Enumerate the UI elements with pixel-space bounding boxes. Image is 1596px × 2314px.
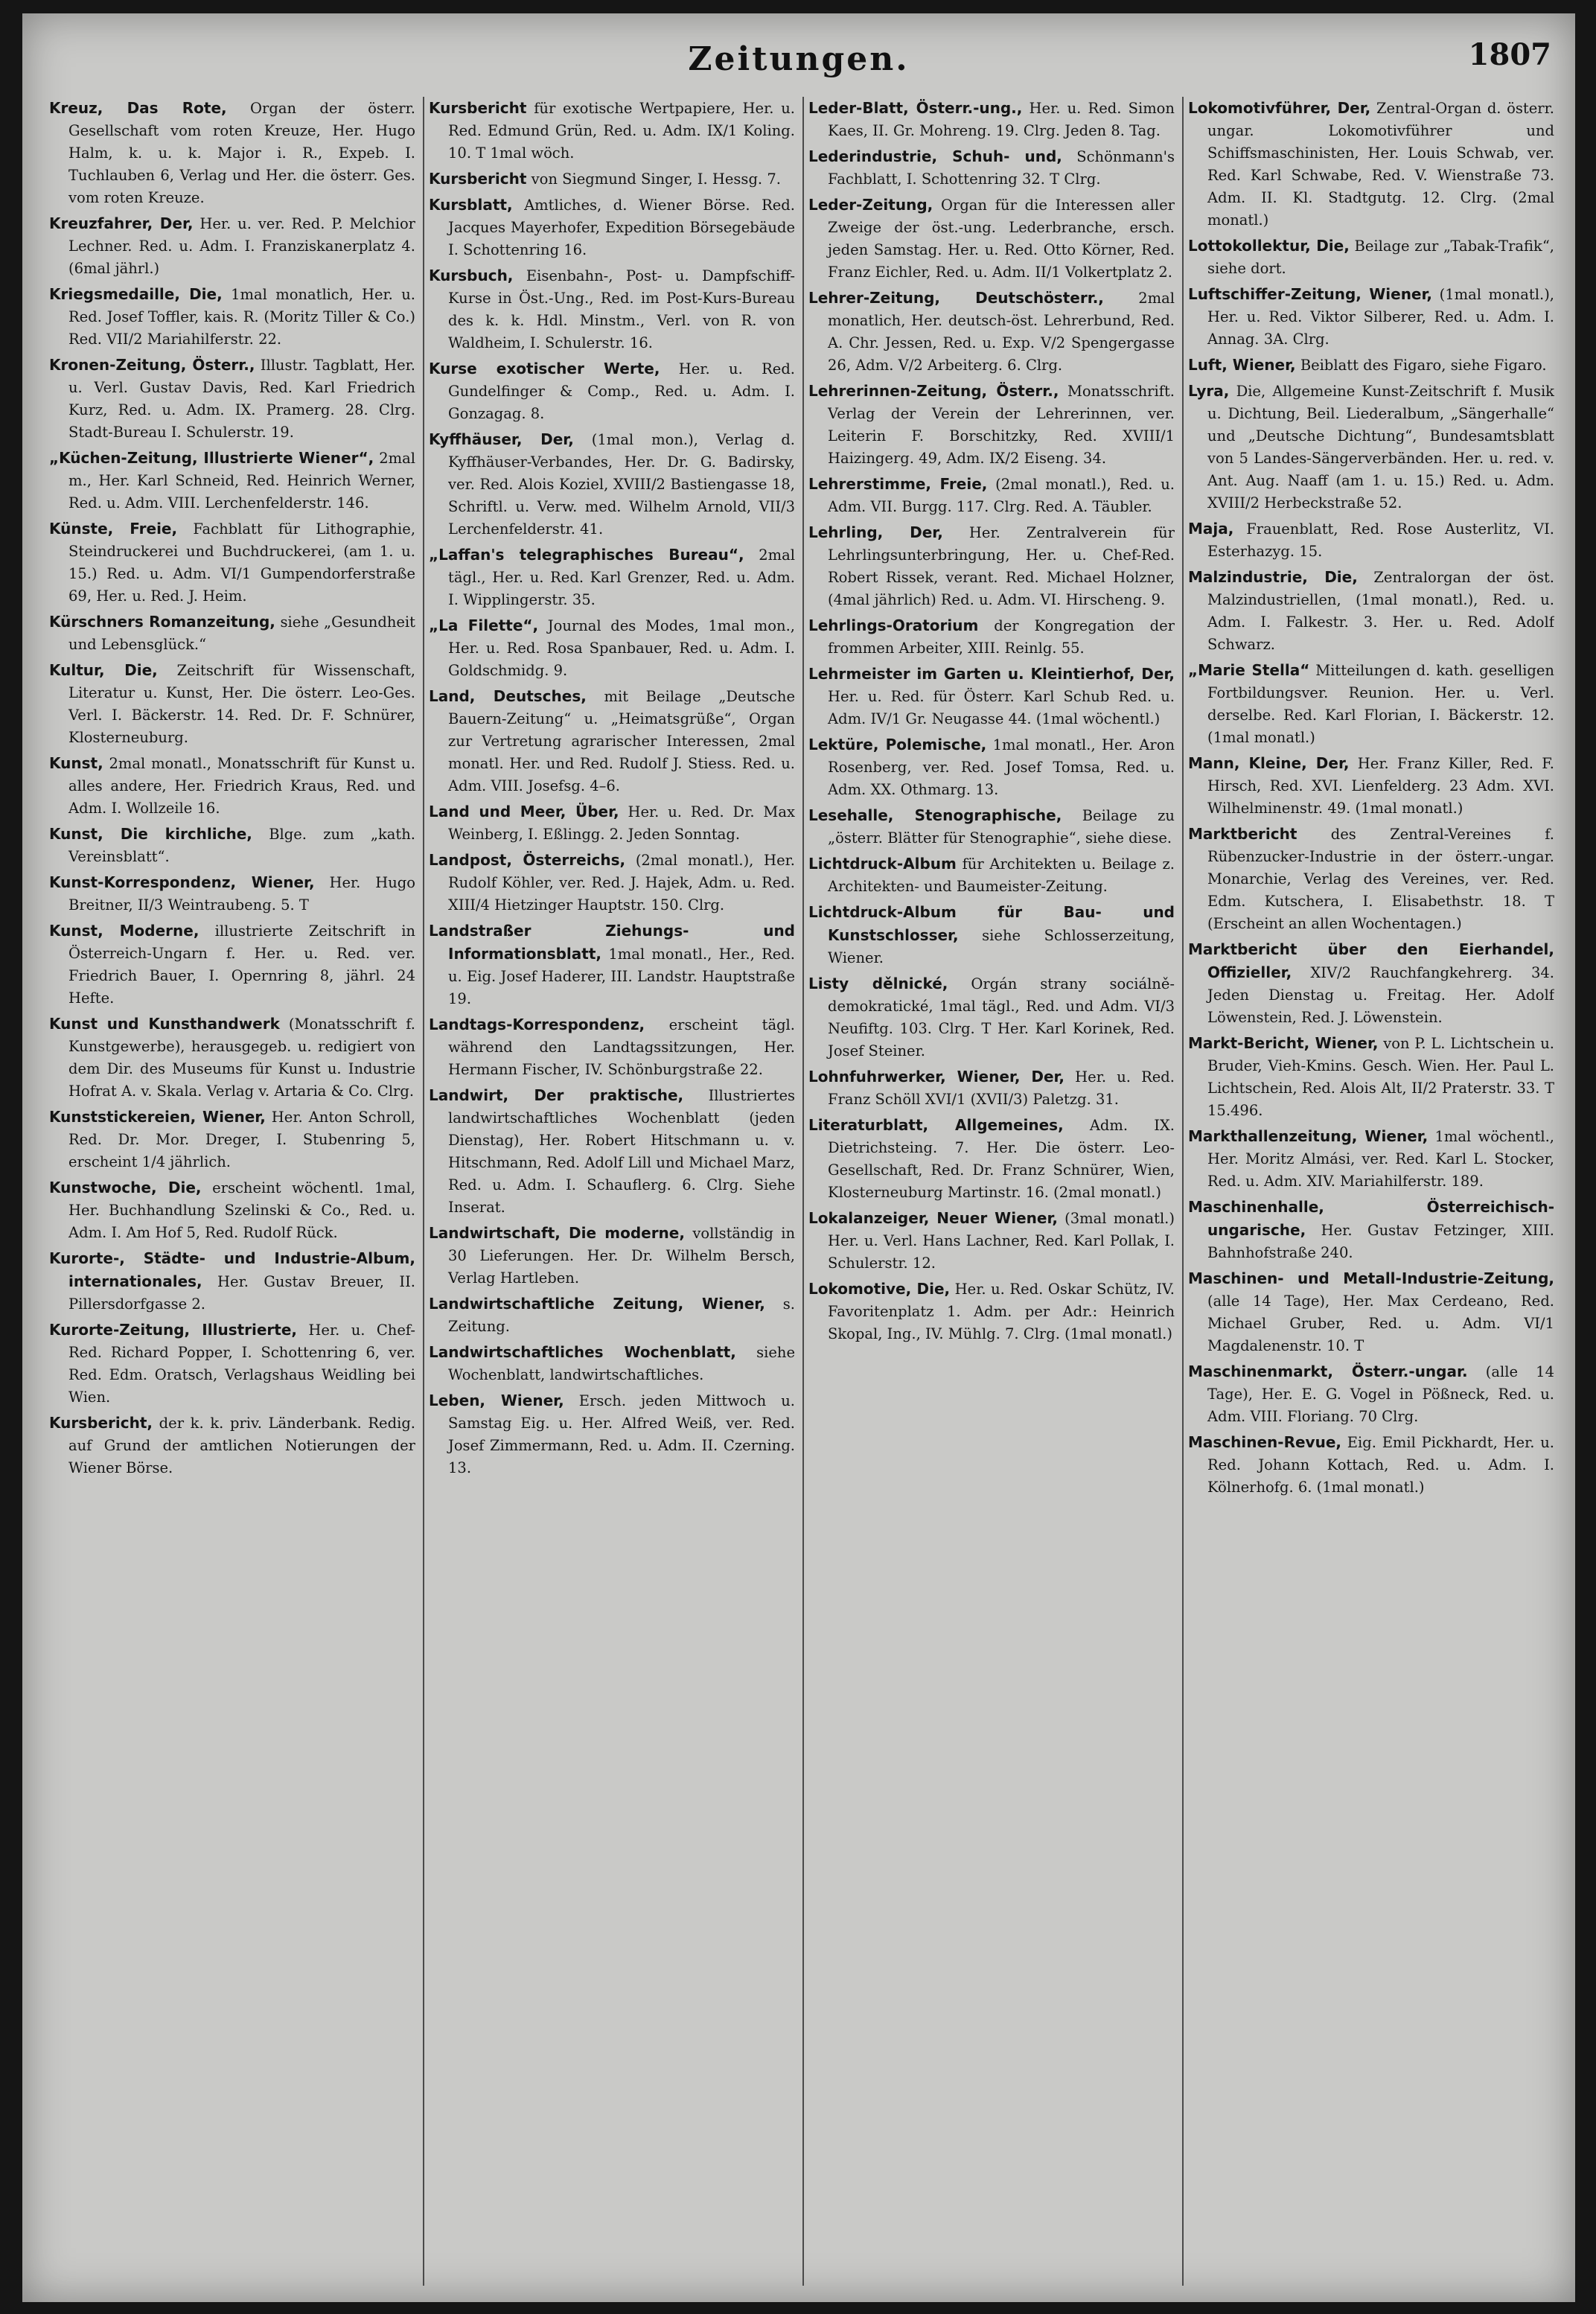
- entry-title: Kunst, Die kirchliche,: [49, 825, 252, 843]
- entry-title: Landwirt, Der praktische,: [429, 1086, 684, 1104]
- column-4: [1188, 97, 1554, 2289]
- entry-details: XIV/2 Rauchfangkehrerg. 34. Jeden Dienstag u. Freitag. Her. Adolf Löwenstein, Red. J. Löwenstein.: [1207, 964, 1554, 1026]
- entry-title: Land, Deutsches,: [429, 687, 587, 705]
- page-number: 1807: [1468, 37, 1551, 72]
- directory-entry: [429, 1084, 795, 1219]
- directory-entry: [49, 1319, 415, 1409]
- entry-details: 1mal monatl., Her. Aron Rosenberg, ver. Red. Josef Tomsa, Red. u. Adm. XX. Othmarg. 13.: [828, 736, 1175, 798]
- directory-entry: [1188, 823, 1554, 935]
- entry-title: Malzindustrie, Die,: [1188, 568, 1358, 586]
- entry-title: Kunst und Kunsthandwerk: [49, 1015, 280, 1033]
- entry-details: Adm. IX. Dietrichsteing. 7. Her. Die österr. Leo-Gesellschaft, Red. Dr. Franz Schnürer, Wien, Klosterneuburg Martinstr. 16. (2mal monatl.): [828, 1117, 1175, 1201]
- directory-entry: [1188, 566, 1554, 656]
- entry-title: Kursbericht: [429, 170, 527, 188]
- entry-title: Landtags-Korrespondenz,: [429, 1016, 645, 1033]
- directory-entry: [1188, 97, 1554, 232]
- directory-entry: [1188, 1267, 1554, 1357]
- entry-title: Landwirtschaft, Die moderne,: [429, 1224, 685, 1242]
- entry-details: Her. u. Red. Dr. Max Weinberg, I. Eßlingg. 2. Jeden Sonntag.: [448, 803, 795, 843]
- entry-title: Lesehalle, Stenographische,: [808, 806, 1062, 824]
- entry-details: siehe Schlosserzeitung, Wiener.: [828, 927, 1175, 966]
- directory-entry: [49, 1176, 415, 1244]
- directory-entry: [808, 1207, 1175, 1275]
- column-divider: [802, 97, 804, 2286]
- entry-details: siehe „Gesundheit und Lebensglück.“: [68, 613, 415, 653]
- entry-details: Her. Zentralverein für Lehrlingsunterbringung, Her. u. Chef-Red. Robert Rissek, verant. Red. Michael Holzner, (4mal jährlich) Red. u. Adm. VI. Hirscheng. 9.: [828, 524, 1175, 608]
- entry-details: (Monatsschrift f. Kunstgewerbe), herausgegeb. u. redigiert von dem Dir. des Museums für Kunst u. Industrie Hofrat A. v. Skala. Verlag v. Artaria & Co. Clrg.: [68, 1016, 415, 1100]
- directory-entry: [1188, 938, 1554, 1029]
- entry-title: Kürschners Romanzeitung,: [49, 613, 275, 631]
- directory-entry: [429, 1222, 795, 1290]
- directory-entry: [429, 685, 795, 797]
- directory-entry: [808, 901, 1175, 969]
- entry-details: Her. Anton Schroll, Red. Dr. Mor. Dreger, I. Stubenring 5, erscheint 1/4 jährlich.: [68, 1109, 415, 1170]
- directory-entry: [1188, 1125, 1554, 1193]
- entry-details: (3mal monatl.) Her. u. Verl. Hans Lachner, Red. Karl Pollak, I. Schulerstr. 12.: [828, 1210, 1175, 1272]
- entry-title: Lichtdruck-Album: [808, 855, 957, 873]
- entry-details: (2mal monatl.), Red. u. Adm. VII. Burgg. 117. Clrg. Red. A. Täubler.: [828, 476, 1175, 515]
- directory-entry: [429, 1013, 795, 1081]
- directory-entry: [429, 544, 795, 611]
- directory-entry: [49, 1106, 415, 1173]
- entry-details: Monatsschrift. Verlag der Verein der Lehrerinnen, ver. Leiterin F. Borschitzky, Red. XVIII/1 Haizingerg. 49, Adm. IX/2 Eiseng. 34.: [828, 383, 1175, 467]
- entry-details: Zentral-Organ d. österr. ungar. Lokomotivführer und Schiffsmaschinisten, Her. Louis Schwab, ver. Red. Karl Schwabe, Red. V. Wienstraße 73. Adm. II. Kl. Stadtgutg. 12. Clrg. (2mal monatl.): [1207, 100, 1554, 229]
- entry-details: 2mal m., Her. Karl Schneid, Red. Heinrich Werner, Red. u. Adm. VIII. Lerchenfelderstr. 146.: [68, 450, 415, 511]
- entry-title: Maja,: [1188, 520, 1234, 538]
- entry-details: für exotische Wertpapiere, Her. u. Red. Edmund Grün, Red. u. Adm. IX/1 Koling. 10. T 1mal wöch.: [448, 100, 795, 162]
- entry-details: 1mal monatlich, Her. u. Red. Josef Toffler, kais. R. (Moritz Tiller & Co.) Red. VII/2 Mariahilferstr. 22.: [68, 286, 415, 348]
- directory-entry: [1188, 1032, 1554, 1122]
- entry-details: Eisenbahn-, Post- u. Dampfschiff-Kurse in Öst.-Ung., Red. im Post-Kurs-Bureau des k. k. Hdl. Minstm., Verl. von R. von Waldheim, I. Schulerstr. 16.: [448, 267, 795, 351]
- directory-entry: [49, 919, 415, 1010]
- entry-title: Kunststickereien, Wiener,: [49, 1108, 266, 1126]
- directory-page: [22, 13, 1575, 2302]
- entry-details: (alle 14 Tage), Her. E. G. Vogel in Pößneck, Red. u. Adm. VIII. Floriang. 70 Clrg.: [1207, 1363, 1554, 1425]
- entry-details: erscheint wöchentl. 1mal, Her. Buchhandlung Szelinski & Co., Red. u. Adm. I. Am Hof 5, Red. Rudolf Rück.: [68, 1179, 415, 1241]
- directory-entry: [429, 919, 795, 1010]
- entry-details: Her. u. Red. Gundelfinger & Comp., Red. u. Adm. I. Gonzagag. 8.: [448, 360, 795, 422]
- directory-entry: [49, 1412, 415, 1479]
- entry-details: Beiblatt des Figaro, siehe Figaro.: [1300, 357, 1547, 374]
- directory-entry: [429, 1389, 795, 1479]
- entry-details: Her. Gustav Fetzinger, XIII. Bahnhofstraße 240.: [1207, 1222, 1554, 1261]
- entry-details: Illustriertes landwirtschaftliches Wochenblatt (jeden Dienstag), Her. Robert Hitschmann u. v. Hitschmann, Red. Adolf Lill und Michael Marz, Red. u. Adm. I. Schauflerg. 6. Clrg. Siehe Inserat.: [448, 1087, 795, 1216]
- entry-details: von P. L. Lichtschein u. Bruder, Vieh-Kmins. Gesch. Wien. Her. Paul L. Lichtschein, Red. Alois Alt, II/2 Praterstr. 33. T 15.496.: [1207, 1035, 1554, 1119]
- entry-title: Kriegsmedaille, Die,: [49, 285, 223, 303]
- entry-title: Kunst,: [49, 754, 103, 772]
- entry-title: „Laffan's telegraphisches Bureau“,: [429, 546, 744, 564]
- entry-details: Zentralorgan der öst. Malzindustriellen, (1mal monatl.), Red. u. Adm. I. Falkestr. 3. Her. u. Red. Adolf Schwarz.: [1207, 569, 1554, 653]
- entry-details: Frauenblatt, Red. Rose Austerlitz, VI. Esterhazyg. 15.: [1207, 520, 1554, 560]
- entry-title: Lokomotive, Die,: [808, 1280, 951, 1298]
- entry-title: Mann, Kleine, Der,: [1188, 754, 1350, 772]
- entry-title: Land und Meer, Über,: [429, 803, 619, 820]
- entry-title: „La Filette“,: [429, 616, 539, 634]
- entry-title: Lehrer-Zeitung, Deutschösterr.,: [808, 289, 1104, 307]
- directory-entry: [49, 283, 415, 351]
- entry-details: (2mal monatl.), Her. Rudolf Köhler, ver. Red. J. Hajek, Adm. u. Red. XIII/4 Hietzinger Hauptstr. 150. Clrg.: [448, 852, 795, 914]
- page-header: [22, 13, 1575, 95]
- directory-entry: [808, 733, 1175, 801]
- entry-details: Amtliches, d. Wiener Börse. Red. Jacques Mayerhofer, Expedition Börsegebäude I. Schottenring 16.: [448, 197, 795, 258]
- entry-details: Organ für die Interessen aller Zweige der öst.-ung. Lederbranche, ersch. jeden Samstag. Her. u. Red. Otto Körner, Red. Franz Eichler, Red. u. Adm. II/1 Volkertplatz 2.: [828, 197, 1175, 281]
- directory-entry: [49, 1013, 415, 1103]
- entry-title: Kunst, Moderne,: [49, 922, 200, 940]
- entry-title: Lehrling, Der,: [808, 523, 943, 541]
- directory-entry: [1188, 380, 1554, 514]
- entry-details: Ersch. jeden Mittwoch u. Samstag Eig. u. Her. Alfred Weiß, ver. Red. Josef Zimmermann, Red. u. Adm. II. Czerning. 13.: [448, 1392, 795, 1476]
- directory-entry: [1188, 354, 1554, 377]
- entry-details: illustrierte Zeitschrift in Österreich-Ungarn f. Her. u. Red. ver. Friedrich Bauer, I. Opernring 8, jährl. 24 Hefte.: [68, 922, 415, 1007]
- entry-details: Her. Gustav Breuer, II. Pillersdorfgasse 2.: [68, 1273, 415, 1313]
- entry-title: Kronen-Zeitung, Österr.,: [49, 356, 255, 374]
- entry-title: Landwirtschaftliche Zeitung, Wiener,: [429, 1295, 765, 1313]
- directory-entry: [808, 380, 1175, 470]
- column-divider: [423, 97, 424, 2286]
- entry-title: Landwirtschaftliches Wochenblatt,: [429, 1343, 736, 1361]
- entry-title: Kyffhäuser, Der,: [429, 430, 574, 448]
- entry-details: Beilage zur „Tabak-Trafik“, siehe dort.: [1207, 238, 1554, 277]
- entry-title: Lehrerstimme, Freie,: [808, 475, 988, 493]
- directory-entry: [808, 804, 1175, 850]
- entry-title: Kunst-Korrespondenz, Wiener,: [49, 873, 315, 891]
- entry-title: Lehrerinnen-Zeitung, Österr.,: [808, 382, 1059, 400]
- directory-entry: [1188, 659, 1554, 749]
- entry-details: 2mal monatl., Monatsschrift für Kunst u. alles andere, Her. Friedrich Kraus, Red. und Adm. I. Wollzeile 16.: [68, 755, 415, 817]
- entry-title: Lehrlings-Oratorium: [808, 616, 979, 634]
- entry-title: Kursblatt,: [429, 196, 513, 214]
- directory-entry: [49, 752, 415, 820]
- entry-details: 1mal wöchentl., Her. Moritz Almási, ver. Red. Karl L. Stocker, Red. u. Adm. XIV. Mariahilferstr. 189.: [1207, 1128, 1554, 1190]
- directory-entry: [429, 1293, 795, 1338]
- entry-details: Orgán strany sociálně-demokratické, 1mal tägl., Red. und Adm. VI/3 Neufiftg. 103. Clrg. T Her. Karl Korinek, Red. Josef Steiner.: [828, 975, 1175, 1059]
- entry-details: für Architekten u. Beilage z. Architekten- und Baumeister-Zeitung.: [828, 855, 1175, 895]
- directory-entry: [429, 1341, 795, 1386]
- directory-entry: [429, 194, 795, 261]
- entry-title: Lohnfuhrwerker, Wiener, Der,: [808, 1068, 1065, 1086]
- entry-details: Organ der österr. Gesellschaft vom roten Kreuze, Her. Hugo Halm, k. u. k. Major i. R., Expeb. I. Tuchlauben 6, Verlag und Her. die österr. Ges. vom roten Kreuze.: [68, 100, 415, 206]
- entry-details: (alle 14 Tage), Her. Max Cerdeano, Red. Michael Gruber, Red. u. Adm. VI/1 Magdalenenstr. 10. T: [1207, 1293, 1554, 1354]
- entry-title: Lehrmeister im Garten u. Kleintierhof, Der,: [808, 665, 1175, 683]
- entry-title: Maschinenhalle, Österreichisch-ungarische,: [1188, 1198, 1554, 1239]
- entry-details: Her. u. Red. Simon Kaes, II. Gr. Mohreng. 19. Clrg. Jeden 8. Tag.: [828, 100, 1175, 139]
- entry-details: vollständig in 30 Lieferungen. Her. Dr. Wilhelm Bersch, Verlag Hartleben.: [448, 1225, 795, 1287]
- directory-entry: [429, 800, 795, 846]
- directory-entry: [49, 871, 415, 917]
- directory-entry: [808, 97, 1175, 142]
- directory-entry: [429, 849, 795, 917]
- column-divider: [1182, 97, 1184, 2286]
- entry-details: mit Beilage „Deutsche Bauern-Zeitung“ u. „Heimatsgrüße“, Organ zur Vertretung agrarischer Interessen, 2mal monatl. Her. und Red. Rudolf J. Stiess. Red. u. Adm. VIII. Josefsg. 4–6.: [448, 688, 795, 794]
- entry-title: Leben, Wiener,: [429, 1392, 564, 1409]
- entry-title: Kreuzfahrer, Der,: [49, 214, 194, 232]
- entry-details: Her. u. Red. Franz Schöll XVI/1 (XVII/3) Paletzg. 31.: [828, 1068, 1175, 1108]
- column-1: [49, 97, 415, 2289]
- entry-title: Lottokollektur, Die,: [1188, 237, 1350, 255]
- directory-entry: [49, 354, 415, 444]
- directory-entry: [808, 852, 1175, 898]
- entry-details: Fachblatt für Lithographie, Steindruckerei und Buchdruckerei, (am 1. u. 15.) Red. u. Adm. VI/1 Gumpendorferstraße 69, Her. u. Red. J. Heim.: [68, 520, 415, 605]
- entry-title: Luftschiffer-Zeitung, Wiener,: [1188, 285, 1433, 303]
- directory-entry: [1188, 1360, 1554, 1428]
- entry-title: Kurse exotischer Werte,: [429, 360, 660, 377]
- entry-title: Lokomotivführer, Der,: [1188, 99, 1371, 117]
- entry-details: Her. u. Chef-Red. Richard Popper, I. Schottenring 6, ver. Red. Edm. Oratsch, Verlagshaus Weidling bei Wien.: [68, 1322, 415, 1406]
- directory-entry: [429, 168, 795, 191]
- entry-title: Maschinen- und Metall-Industrie-Zeitung,: [1188, 1269, 1554, 1287]
- directory-entry: [49, 659, 415, 749]
- entry-title: Marktbericht: [1188, 825, 1297, 843]
- entry-title: „Küchen-Zeitung, Illustrierte Wiener“,: [49, 449, 374, 467]
- entry-title: Maschinen-Revue,: [1188, 1433, 1341, 1451]
- entry-title: Lederindustrie, Schuh- und,: [808, 147, 1062, 165]
- entry-title: Kursbericht: [429, 99, 527, 117]
- directory-entry: [808, 287, 1175, 377]
- directory-entry: [49, 823, 415, 868]
- page-title: Zeitungen.: [688, 40, 910, 78]
- entry-title: Lyra,: [1188, 382, 1230, 400]
- entry-details: Her. Franz Killer, Red. F. Hirsch, Red. XVI. Lienfelderg. 23 Adm. XVI. Wilhelminenstr. 49. (1mal monatl.): [1207, 755, 1554, 817]
- directory-entry: [429, 614, 795, 682]
- entry-title: Literaturblatt, Allgemeines,: [808, 1116, 1064, 1134]
- directory-entry: [808, 194, 1175, 284]
- column-2: [429, 97, 795, 2289]
- entry-details: Illustr. Tagblatt, Her. u. Verl. Gustav Davis, Red. Karl Friedrich Kurz, Red. u. Adm. IX. Pramerg. 28. Clrg. Stadt-Bureau I. Schulerstr. 19.: [68, 357, 415, 441]
- directory-entry: [429, 264, 795, 354]
- entry-details: Die, Allgemeine Kunst-Zeitschrift f. Musik u. Dichtung, Beil. Liederalbum, „Sängerhalle“ und „Deutsche Dichtung“, Bundesamtsblatt von 5 Landes-Sängerverbänden. Her. u. red. v. Ant. Aug. Naaff (am 1. u. 15.) Red. u. Adm. XVIII/2 Herbeckstraße 52.: [1207, 383, 1554, 511]
- directory-entry: [49, 447, 415, 514]
- directory-entry: [1188, 283, 1554, 351]
- directory-entry: [808, 972, 1175, 1062]
- directory-entry: [49, 1247, 415, 1316]
- entry-details: (1mal mon.), Verlag d. Kyffhäuser-Verbandes, Her. Dr. G. Badirsky, ver. Red. Alois Koziel, XVIII/2 Bastiengasse 18, Schriftl. u. Verw. med. Wilhelm Arnold, VII/3 Lerchenfelderstr. 41.: [448, 431, 795, 538]
- directory-entry: [808, 614, 1175, 660]
- entry-details: Schönmann's Fachblatt, I. Schottenring 32. T Clrg.: [828, 148, 1175, 188]
- directory-entry: [429, 97, 795, 165]
- directory-entry: [49, 97, 415, 209]
- entry-title: Kursbericht,: [49, 1414, 153, 1432]
- entry-details: 2mal tägl., Her. u. Red. Karl Grenzer, Red. u. Adm. I. Wipplingerstr. 35.: [448, 546, 795, 608]
- entry-details: Mitteilungen d. kath. geselligen Fortbildungsver. Reunion. Her. u. Verl. derselbe. Red. Karl Florian, I. Bäckerstr. 12. (1mal monatl.): [1207, 662, 1554, 746]
- directory-entry: [1188, 517, 1554, 563]
- entry-details: Her. u. ver. Red. P. Melchior Lechner. Red. u. Adm. I. Franziskanerplatz 4. (6mal jährl.): [68, 215, 415, 277]
- entry-title: Markt-Bericht, Wiener,: [1188, 1034, 1379, 1052]
- column-3: [808, 97, 1175, 2289]
- directory-entry: [1188, 1196, 1554, 1264]
- directory-entry: [49, 212, 415, 280]
- directory-entry: [429, 428, 795, 541]
- entry-details: von Siegmund Singer, I. Hessg. 7.: [531, 170, 781, 188]
- entry-details: Beilage zu „österr. Blätter für Stenographie“, siehe diese.: [828, 807, 1175, 847]
- entry-details: des Zentral-Vereines f. Rübenzucker-Industrie in der österr.-ungar. Monarchie, Verlag des Vereines, ver. Red. Edm. Kutschera, I. Elisabethstr. 18. T (Erscheint an allen Wochentagen.): [1207, 826, 1554, 932]
- directory-entry: [808, 1114, 1175, 1204]
- entry-title: Kurorte-Zeitung, Illustrierte,: [49, 1321, 298, 1339]
- entry-details: 2mal monatlich, Her. deutsch-öst. Lehrerbund, Red. A. Chr. Jessen, Red. u. Exp. V/2 Spengergasse 26, Adm. V/2 Arbeiterg. 6. Clrg.: [828, 290, 1175, 374]
- directory-entry: [429, 357, 795, 425]
- directory-entry: [808, 1065, 1175, 1111]
- entry-details: Her. u. Red. für Österr. Karl Schub Red. u. Adm. IV/1 Gr. Neugasse 44. (1mal wöchentl.): [828, 688, 1175, 727]
- entry-title: Landstraßer Ziehungs- und Informationsblatt,: [429, 922, 795, 963]
- entry-title: Leder-Zeitung,: [808, 196, 933, 214]
- directory-entry: [1188, 752, 1554, 820]
- directory-entry: [808, 1278, 1175, 1345]
- entry-title: Lektüre, Polemische,: [808, 736, 987, 753]
- entry-details: Journal des Modes, 1mal mon., Her. u. Red. Rosa Spanbauer, Red. u. Adm. I. Goldschmidg. 9.: [448, 617, 795, 679]
- entry-title: Künste, Freie,: [49, 520, 178, 538]
- entry-details: siehe Wochenblatt, landwirtschaftliches.: [448, 1344, 795, 1383]
- entry-details: 1mal monatl., Her., Red. u. Eig. Josef Haderer, III. Landstr. Hauptstraße 19.: [448, 946, 795, 1007]
- entry-title: Kreuz, Das Rote,: [49, 99, 227, 117]
- entry-title: Luft, Wiener,: [1188, 356, 1296, 374]
- entry-details: Her. u. Red. Oskar Schütz, IV. Favoritenplatz 1. Adm. per Adr.: Heinrich Skopal, Ing., IV. Mühlg. 7. Clrg. (1mal monatl.): [828, 1281, 1175, 1342]
- directory-entry: [49, 517, 415, 608]
- entry-details: Blge. zum „kath. Vereinsblatt“.: [68, 826, 415, 865]
- directory-entry: [1188, 235, 1554, 280]
- entry-title: Markthallenzeitung, Wiener,: [1188, 1127, 1429, 1145]
- entry-details: erscheint tägl. während den Landtagssitzungen, Her. Hermann Fischer, IV. Schönburgstraße 22.: [448, 1016, 795, 1078]
- entry-title: Listy dělnické,: [808, 975, 948, 992]
- directory-entry: [1188, 1431, 1554, 1499]
- entry-title: Marktbericht über den Eierhandel, Offizieller,: [1188, 940, 1554, 981]
- entry-title: Lichtdruck-Album für Bau- und Kunstschlosser,: [808, 903, 1175, 944]
- entry-details: Eig. Emil Pickhardt, Her. u. Red. Johann Kottach, Red. u. Adm. I. Kölnerhofg. 6. (1mal monatl.): [1207, 1434, 1554, 1496]
- entry-details: s. Zeitung.: [448, 1295, 795, 1335]
- directory-entry: [49, 611, 415, 656]
- entry-title: Landpost, Österreichs,: [429, 851, 626, 869]
- entry-details: Zeitschrift für Wissenschaft, Literatur u. Kunst, Her. Die österr. Leo-Ges. Verl. I. Bäckerstr. 14. Red. Dr. F. Schnürer, Klosterneuburg.: [68, 662, 415, 746]
- directory-entry: [808, 145, 1175, 191]
- entry-title: Leder-Blatt, Österr.-ung.,: [808, 99, 1023, 117]
- entry-title: Lokalanzeiger, Neuer Wiener,: [808, 1209, 1058, 1227]
- entry-details: Her. Hugo Breitner, II/3 Weintraubeng. 5. T: [68, 874, 415, 914]
- directory-entry: [808, 521, 1175, 611]
- entry-title: Kultur, Die,: [49, 661, 158, 679]
- entry-title: „Marie Stella“: [1188, 661, 1310, 679]
- directory-entry: [808, 663, 1175, 730]
- entry-title: Kurorte-, Städte- und Industrie-Album, internationales,: [49, 1249, 415, 1290]
- directory-entry: [808, 473, 1175, 518]
- entry-details: der Kongregation der frommen Arbeiter, XIII. Reinlg. 55.: [828, 617, 1175, 657]
- entry-title: Kunstwoche, Die,: [49, 1179, 202, 1196]
- entry-details: (1mal monatl.), Her. u. Red. Viktor Silberer, Red. u. Adm. I. Annag. 3A. Clrg.: [1207, 286, 1554, 348]
- entry-details: der k. k. priv. Länderbank. Redig. auf Grund der amtlichen Notierungen der Wiener Börse.: [68, 1415, 415, 1476]
- entry-title: Kursbuch,: [429, 267, 514, 284]
- entry-title: Maschinenmarkt, Österr.-ungar.: [1188, 1362, 1468, 1380]
